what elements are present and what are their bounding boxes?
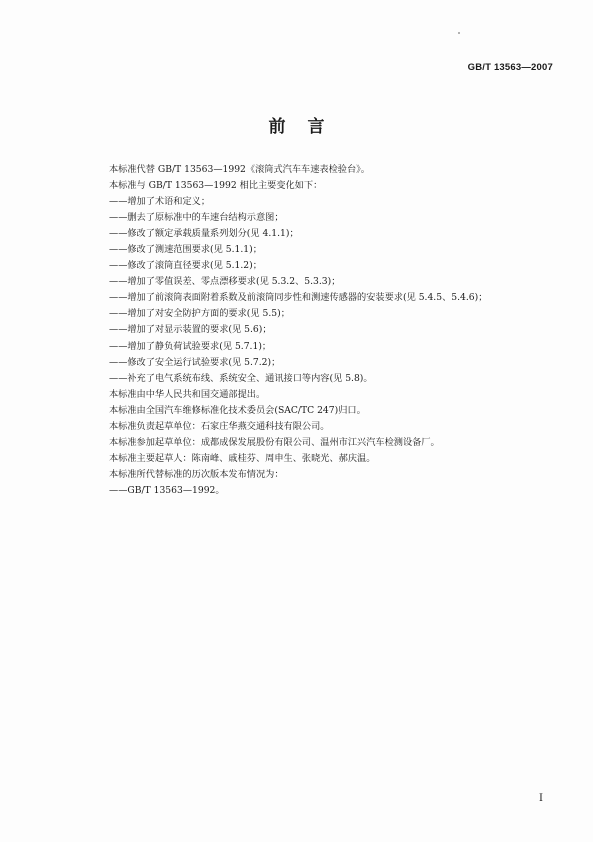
foreword-line: 本标准由全国汽车维修标准化技术委员会(SAC/TC 247)归口。 (109, 404, 366, 416)
foreword-line: 本标准参加起草单位：成都成保发展股份有限公司、温州市江兴汽车检测设备厂。 (109, 436, 440, 448)
change-item: ——增加了零值误差、零点漂移要求(见 5.3.2、5.3.3)； (109, 276, 341, 288)
foreword-line: 本标准由中华人民共和国交通部提出。 (109, 388, 266, 400)
foreword-body (109, 162, 559, 499)
change-item: ——增加了对显示装置的要求(见 5.6)； (109, 324, 272, 336)
foreword-line: 本标准主要起草人：陈南峰、戚桂芬、周申生、张晓光、郝庆温。 (109, 452, 376, 464)
foreword-line: 本标准代替 GB/T 13563—1992《滚筒式汽车车速表检验台》。 (109, 164, 370, 175)
change-item: ——修改了额定承载质量系列划分(见 4.1.1)； (109, 228, 299, 240)
change-item: ——修改了滚筒直径要求(见 5.1.2)； (109, 260, 262, 272)
change-item: ——删去了原标准中的车速台结构示意图； (109, 212, 284, 224)
page-number: I (539, 793, 543, 804)
change-item: ——修改了安全运行试验要求(见 5.7.2)； (109, 356, 281, 368)
foreword-line: 本标准所代替标准的历次版本发布情况为： (109, 468, 284, 480)
foreword-line: 本标准与 GB/T 13563—1992 相比主要变化如下： (109, 180, 323, 192)
change-item: ——增加了对安全防护方面的要求(见 5.5)； (109, 308, 290, 320)
change-item: ——增加了术语和定义； (109, 196, 211, 208)
page-title: 前言 (268, 117, 347, 137)
change-item: ——增加了静负荷试验要求(见 5.7.1)； (109, 340, 272, 352)
change-item: ——GB/T 13563—1992。 (109, 484, 225, 496)
foreword-line: 本标准负责起草单位：石家庄华燕交通科技有限公司。 (109, 420, 330, 432)
change-item: ——修改了测速范围要求(见 5.1.1)； (109, 244, 262, 256)
change-item: ——增加了前滚筒表面附着系数及前滚筒同步性和测速传感器的安装要求(见 5.4.5、5.4.6)； (109, 292, 488, 304)
change-item: ——补充了电气系统布线、系统安全、通讯接口等内容(见 5.8)。 (109, 372, 373, 384)
standard-code: GB/T 13563—2007 (467, 62, 553, 73)
scan-speck (458, 32, 460, 34)
